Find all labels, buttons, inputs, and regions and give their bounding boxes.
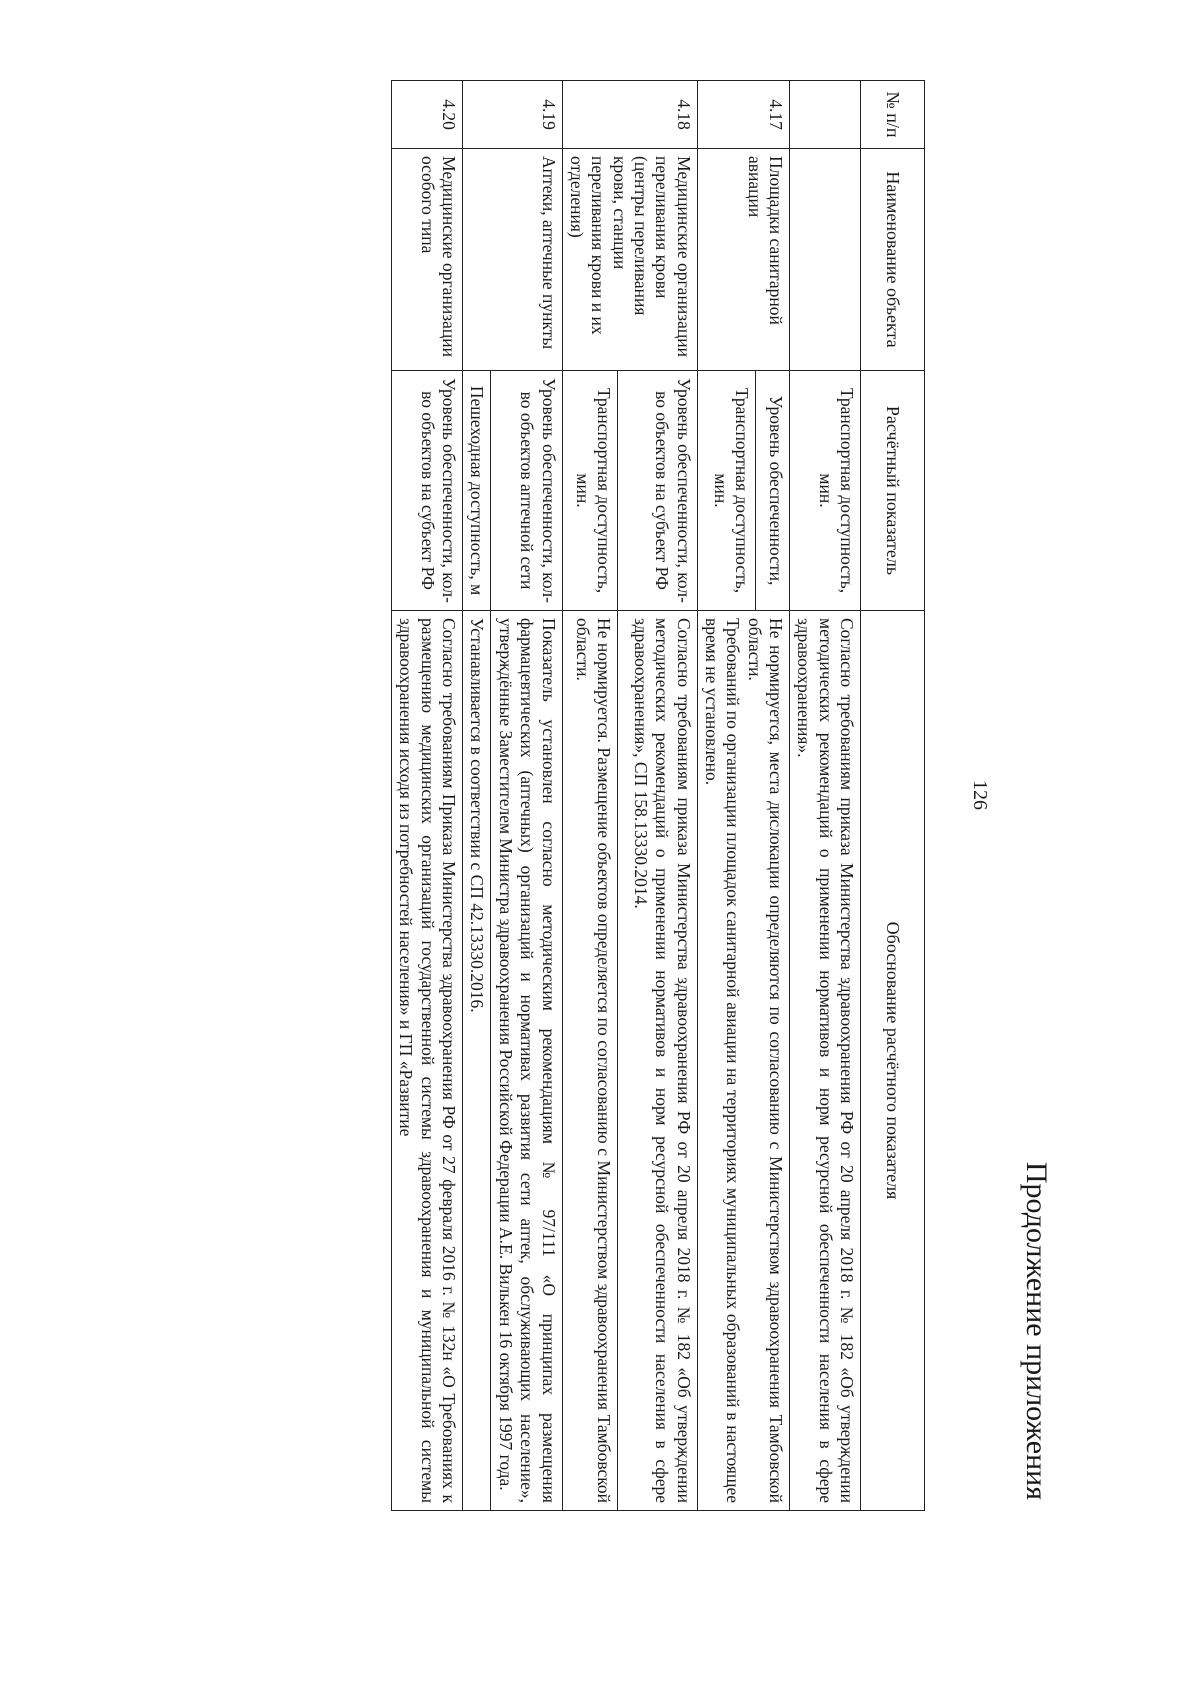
row-indicator: Транспортная доступность, мин.	[789, 371, 860, 611]
header-basis: Обоснование расчётного показателя	[861, 611, 925, 1511]
table-row	[392, 81, 463, 1511]
row-indicator: Транспортная доступность, мин.	[697, 371, 756, 611]
row-indicator: Уровень обеспеченности, кол-во объектов на субъект РФ	[392, 371, 463, 611]
row-basis: Показатель установлен согласно методическим рекомендациям № 97/111 «О принципах размещения фармацевтических (аптечных) организаций и нормативах развития сети аптек, обслуживающих население», утверждённые Заместителем Министра здравоохранения Российской Федерации А.Е. Вилькен 16 октября 1997 года.	[491, 611, 562, 1511]
row-basis-part: Требований по организации площадок санитарной авиации на территориях муниципальных образований в настоящее время не установлено.	[701, 618, 744, 1503]
row-num: 4.18	[562, 81, 697, 149]
row-object-name	[789, 149, 860, 371]
indicators-table	[391, 80, 925, 1511]
row-basis: Согласно требованиям приказа Министерства здравоохранения РФ от 20 апреля 2018 г. № 182 «Об утверждении методических рекомендаций о применении нормативов и норм ресурсной обеспеченности населения в сфере здравоохранения», СП 158.13330.2014.	[618, 611, 697, 1511]
row-indicator: Уровень обеспеченности, кол-во объектов аптечной сети	[491, 371, 562, 611]
row-num	[789, 81, 860, 149]
table-row	[756, 81, 790, 1511]
row-num: 4.20	[392, 81, 463, 149]
table-header-row	[861, 81, 925, 1511]
page-header: Продолжение приложения	[1020, 1161, 1053, 1500]
row-object-name: Медицинские организации переливания крови (центры переливания крови, станции переливания крови и их отделения)	[562, 149, 697, 371]
table-row	[789, 81, 860, 1511]
row-object-name: Медицинские организации особого типа	[392, 149, 463, 371]
row-basis: Устанавливается в соответствии с СП 42.13330.2016.	[463, 611, 491, 1511]
row-indicator: Транспортная доступность, мин.	[562, 371, 618, 611]
row-object-name: Площадки санитарной авиации	[697, 149, 789, 371]
row-basis: Не нормируется. Размещение объектов определяется по согласованию с Министерством здравоохранения Тамбовской области.	[562, 611, 618, 1511]
row-indicator: Уровень обеспеченности,	[756, 371, 790, 611]
page-number: 126	[969, 780, 991, 810]
row-basis: Согласно требованиям приказа Министерства здравоохранения РФ от 20 апреля 2018 г. № 182 «Об утверждении методических рекомендаций о применении нормативов и норм ресурсной обеспеченности населения в сфере здравоохранения».	[789, 611, 860, 1511]
row-num: 4.19	[463, 81, 562, 149]
row-basis	[697, 611, 789, 1511]
rotated-content	[125, 80, 1065, 1510]
table-row	[491, 81, 562, 1511]
row-basis: Согласно требованиям Приказа Министерства здравоохранения РФ от 27 февраля 2016 г. № 132н «О Требованиях к размещению медицинских организаций государственной системы здравоохранения и муниципальной системы здравоохранения исходя из потребностей населения» и ГП «Развитие	[392, 611, 463, 1511]
row-indicator: Пешеходная доступность, м	[463, 371, 491, 611]
row-indicator: Уровень обеспеченности, кол-во объектов на субъект РФ	[618, 371, 697, 611]
row-num: 4.17	[697, 81, 789, 149]
row-object-name: Аптеки, аптечные пункты	[463, 149, 562, 371]
header-num: № п/п	[861, 81, 925, 149]
header-indicator: Расчётный показатель	[861, 371, 925, 611]
header-object-name: Наименование объекта	[861, 149, 925, 371]
table-row	[618, 81, 697, 1511]
row-basis-part: Не нормируется, места дислокации определяются по согласованию с Министерством здравоохранения Тамбовской области.	[744, 618, 786, 1503]
